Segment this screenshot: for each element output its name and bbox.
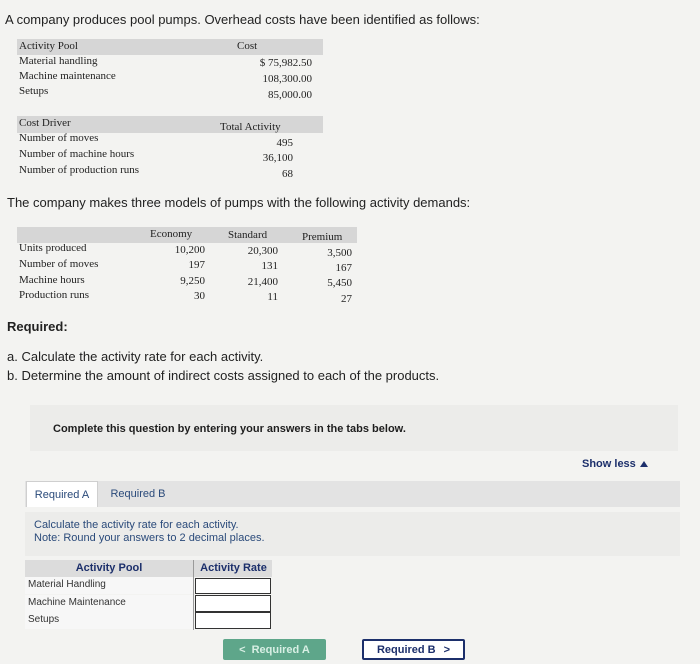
cost-row-label: Setups bbox=[19, 85, 49, 97]
driver-row-label: Number of production runs bbox=[19, 164, 140, 176]
chevron-left-icon: < bbox=[239, 643, 246, 656]
demand-cell: 20,300 bbox=[247, 245, 278, 257]
driver-row-value: 36,100 bbox=[262, 152, 293, 164]
triangle-up-icon bbox=[640, 461, 648, 467]
driver-row-label: Number of moves bbox=[19, 132, 99, 144]
driver-table-header-driver: Cost Driver bbox=[19, 117, 71, 129]
next-required-b-button[interactable] bbox=[362, 639, 465, 660]
demand-header-standard: Standard bbox=[228, 229, 268, 241]
required-b-text: b. Determine the amount of indirect costs assigned to each of the products. bbox=[7, 368, 440, 383]
chevron-right-icon: > bbox=[443, 643, 451, 656]
prev-button-label: Required A bbox=[251, 643, 310, 656]
prev-required-a-button[interactable] bbox=[223, 639, 326, 660]
driver-row-value: 68 bbox=[282, 168, 293, 180]
demand-cell: 167 bbox=[335, 262, 352, 274]
cost-row-value: 85,000.00 bbox=[268, 89, 312, 101]
demand-row-label: Machine hours bbox=[19, 274, 85, 286]
demand-header-premium: Premium bbox=[302, 231, 343, 243]
required-heading: Required: bbox=[7, 319, 68, 334]
driver-table-header-total: Total Activity bbox=[220, 121, 281, 133]
demand-cell: 27 bbox=[341, 293, 352, 305]
cost-row-label: Machine maintenance bbox=[19, 70, 116, 82]
answer-table-divider bbox=[193, 560, 194, 630]
rate-input-machine-maintenance[interactable] bbox=[195, 595, 271, 612]
demand-row-label: Production runs bbox=[19, 289, 89, 301]
answer-row-label: Setups bbox=[28, 614, 60, 625]
show-less-label: Show less bbox=[582, 458, 636, 470]
cost-row-value: 108,300.00 bbox=[262, 73, 312, 85]
driver-row-label: Number of machine hours bbox=[19, 148, 135, 160]
tab-required-b[interactable]: Required B bbox=[110, 488, 166, 500]
answer-header-pool: Activity Pool bbox=[75, 562, 143, 574]
demand-cell: 10,200 bbox=[174, 244, 205, 256]
demand-cell: 21,400 bbox=[247, 276, 278, 288]
demand-cell: 5,450 bbox=[327, 277, 352, 289]
demand-cell: 30 bbox=[194, 290, 205, 302]
cost-table-header-pool: Activity Pool bbox=[19, 40, 78, 52]
demand-header-economy: Economy bbox=[150, 228, 193, 240]
driver-row-value: 495 bbox=[276, 137, 293, 149]
answer-row-label: Machine Maintenance bbox=[28, 597, 126, 608]
required-a-text: a. Calculate the activity rate for each activity. bbox=[7, 349, 264, 364]
intro-text: A company produces pool pumps. Overhead costs have been identified as follows: bbox=[5, 12, 480, 27]
cost-table-header-cost: Cost bbox=[237, 40, 258, 52]
cost-row-value: $ 75,982.50 bbox=[259, 57, 312, 69]
tab-required-a[interactable]: Required A bbox=[26, 481, 98, 507]
demand-row-label: Number of moves bbox=[19, 258, 99, 270]
show-less-link[interactable] bbox=[582, 458, 648, 470]
note-text: Note: Round your answers to 2 decimal places. bbox=[34, 532, 265, 544]
rate-input-setups[interactable] bbox=[195, 612, 271, 629]
cost-row-label: Material handling bbox=[19, 55, 98, 67]
next-button-label: Required B bbox=[376, 643, 436, 656]
demand-cell: 197 bbox=[188, 259, 205, 271]
answer-row-label: Material Handling bbox=[28, 579, 106, 590]
demand-row-label: Units produced bbox=[19, 242, 87, 254]
demand-cell: 3,500 bbox=[327, 247, 352, 259]
models-text: The company makes three models of pumps with the following activity demands: bbox=[7, 195, 471, 210]
demand-cell: 9,250 bbox=[180, 275, 205, 287]
rate-input-material-handling[interactable] bbox=[195, 578, 271, 594]
answer-header-rate: Activity Rate bbox=[200, 562, 267, 574]
complete-instruction: Complete this question by entering your answers in the tabs below. bbox=[53, 423, 406, 435]
demand-cell: 11 bbox=[267, 291, 278, 303]
demand-cell: 131 bbox=[261, 260, 278, 272]
instruction-text: Calculate the activity rate for each activity. bbox=[34, 519, 239, 531]
